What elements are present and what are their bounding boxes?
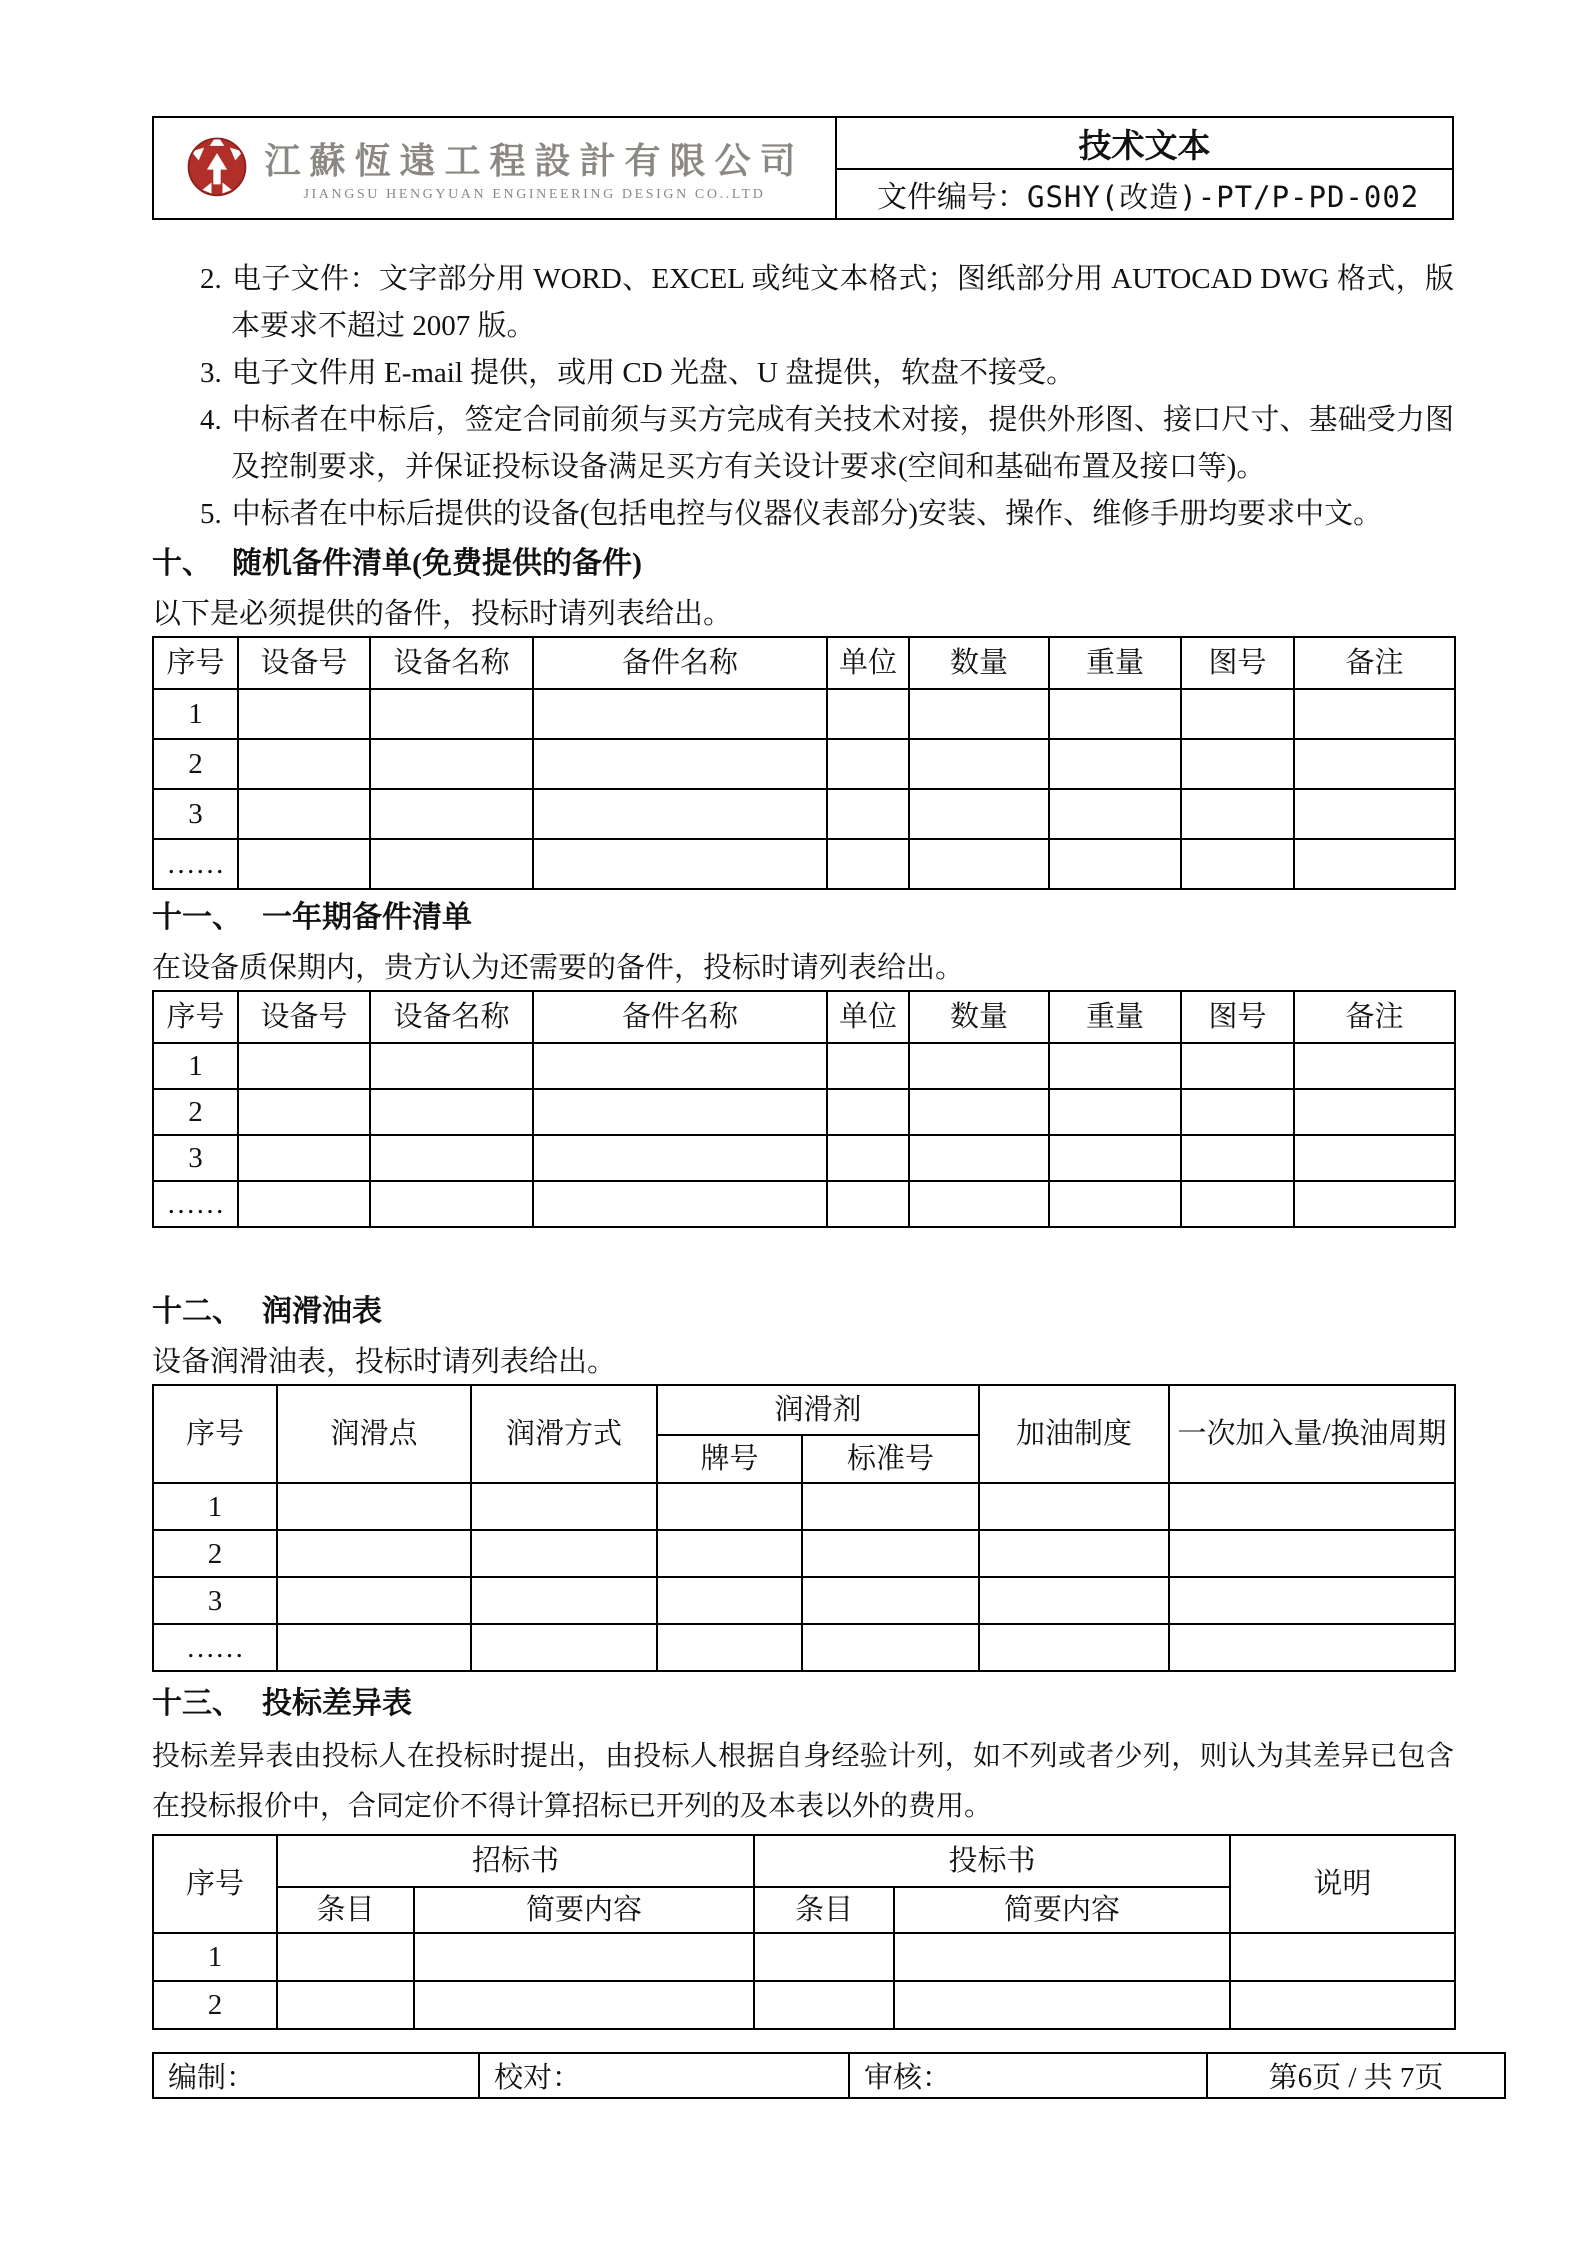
row-label: 2: [153, 739, 238, 789]
empty-cell: [1294, 739, 1455, 789]
empty-cell: [238, 1043, 370, 1089]
col-header: 序号: [153, 1385, 277, 1483]
empty-cell: [1294, 1043, 1455, 1089]
empty-cell: [370, 1089, 533, 1135]
empty-cell: [1049, 1043, 1181, 1089]
company-logo-icon: [184, 133, 250, 204]
table-row: [153, 789, 1455, 839]
table-row: [153, 1483, 1455, 1530]
empty-cell: [277, 1933, 414, 1981]
col-header: 数量: [909, 991, 1049, 1043]
row-label: 1: [153, 1043, 238, 1089]
col-header: 润滑点: [277, 1385, 471, 1483]
note-item-4: [152, 397, 1454, 491]
empty-cell: [370, 1135, 533, 1181]
free-spare-parts-table: [152, 636, 1456, 890]
doc-type-title: 技术文本: [836, 117, 1453, 169]
col-header: 备注: [1294, 637, 1455, 689]
row-label: 3: [153, 1577, 277, 1624]
table-row: [153, 1181, 1455, 1227]
empty-cell: [657, 1624, 802, 1671]
table-row: [153, 689, 1455, 739]
col-subheader: 简要内容: [894, 1887, 1230, 1933]
section-title: 润滑油表: [262, 1295, 382, 1328]
empty-cell: [827, 1181, 909, 1227]
empty-cell: [1049, 839, 1181, 889]
section-number: 十二、: [152, 1295, 242, 1328]
empty-cell: [277, 1483, 471, 1530]
note-item-5: [152, 491, 1454, 538]
col-header: 序号: [153, 991, 238, 1043]
empty-cell: [1181, 789, 1294, 839]
empty-cell: [657, 1530, 802, 1577]
empty-cell: [277, 1577, 471, 1624]
footer-proofread-by: 校对：: [479, 2053, 849, 2098]
col-header: 序号: [153, 1835, 277, 1933]
note-text: 中标者在中标后提供的设备(包括电控与仪器仪表部分)安装、操作、维修手册均要求中文。: [231, 498, 1383, 530]
section-title: 随机备件清单(免费提供的备件): [232, 547, 642, 580]
row-label: ……: [153, 1624, 277, 1671]
company-logo-cell: [153, 117, 836, 219]
empty-cell: [1181, 1135, 1294, 1181]
col-header-group: 投标书: [754, 1835, 1230, 1887]
empty-cell: [1049, 1089, 1181, 1135]
empty-cell: [1181, 689, 1294, 739]
table-row: [153, 1624, 1455, 1671]
empty-cell: [1181, 1043, 1294, 1089]
note-number: 5.: [200, 498, 222, 530]
empty-cell: [533, 1043, 827, 1089]
doc-number-value: GSHY(改造)-PT/P-PD-002: [1027, 180, 1420, 214]
empty-cell: [238, 689, 370, 739]
empty-cell: [1049, 1135, 1181, 1181]
empty-cell: [979, 1530, 1169, 1577]
empty-cell: [1294, 689, 1455, 739]
empty-cell: [533, 789, 827, 839]
col-header: 说明: [1230, 1835, 1455, 1933]
company-name-en: JIANGSU HENGYUAN ENGINEERING DESIGN CO..LTD: [303, 187, 766, 202]
empty-cell: [1181, 739, 1294, 789]
empty-cell: [909, 839, 1049, 889]
section-heading-13: [152, 1684, 1454, 1724]
empty-cell: [370, 1043, 533, 1089]
empty-cell: [1169, 1624, 1455, 1671]
empty-cell: [827, 789, 909, 839]
empty-cell: [238, 1089, 370, 1135]
page-footer: [152, 2052, 1506, 2099]
empty-cell: [1294, 1089, 1455, 1135]
empty-cell: [827, 689, 909, 739]
col-header: 图号: [1181, 991, 1294, 1043]
note-item-2: [152, 256, 1454, 350]
section-intro-11: 在设备质保期内，贵方认为还需要的备件，投标时请列表给出。: [152, 952, 965, 984]
empty-cell: [979, 1577, 1169, 1624]
row-label: 3: [153, 789, 238, 839]
col-header: 单位: [827, 637, 909, 689]
footer-reviewed-by: 审核：: [849, 2053, 1207, 2098]
empty-cell: [370, 739, 533, 789]
empty-cell: [238, 1135, 370, 1181]
col-header: 单位: [827, 991, 909, 1043]
col-header: 图号: [1181, 637, 1294, 689]
table-row: [153, 1933, 1455, 1981]
empty-cell: [533, 1135, 827, 1181]
col-header: 重量: [1049, 637, 1181, 689]
empty-cell: [827, 1089, 909, 1135]
empty-cell: [894, 1933, 1230, 1981]
empty-cell: [370, 689, 533, 739]
row-label: 1: [153, 689, 238, 739]
empty-cell: [827, 739, 909, 789]
col-header: 润滑方式: [471, 1385, 657, 1483]
empty-cell: [1049, 789, 1181, 839]
row-label: 2: [153, 1530, 277, 1577]
empty-cell: [414, 1933, 754, 1981]
section-number: 十三、: [152, 1687, 242, 1720]
empty-cell: [471, 1577, 657, 1624]
empty-cell: [370, 1181, 533, 1227]
empty-cell: [1169, 1483, 1455, 1530]
col-subheader: 条目: [277, 1887, 414, 1933]
col-header-group: 润滑剂: [657, 1385, 979, 1435]
empty-cell: [909, 789, 1049, 839]
row-label: 1: [153, 1933, 277, 1981]
lubricant-table: [152, 1384, 1456, 1672]
footer-page-indicator: 第6页 / 共 7页: [1207, 2053, 1505, 2098]
section-title: 一年期备件清单: [262, 901, 472, 934]
section-intro-13: 投标差异表由投标人在投标时提出，由投标人根据自身经验计列，如不列或者少列，则认为其差异已包含在投标报价中，合同定价不得计算招标已开列的及本表以外的费用。: [152, 1741, 1454, 1822]
empty-cell: [238, 789, 370, 839]
doc-number-label: 文件编号：: [877, 181, 1027, 214]
empty-cell: [533, 839, 827, 889]
note-number: 3.: [200, 357, 222, 389]
empty-cell: [827, 839, 909, 889]
empty-cell: [414, 1981, 754, 2029]
empty-cell: [827, 1043, 909, 1089]
col-header: 设备名称: [370, 637, 533, 689]
empty-cell: [657, 1483, 802, 1530]
empty-cell: [909, 1043, 1049, 1089]
empty-cell: [909, 689, 1049, 739]
empty-cell: [802, 1483, 979, 1530]
one-year-spare-parts-table: [152, 990, 1456, 1228]
col-subheader: 牌号: [657, 1435, 802, 1483]
bid-difference-table: [152, 1834, 1456, 2030]
empty-cell: [238, 1181, 370, 1227]
note-item-3: [152, 350, 1454, 397]
table-row: [153, 1577, 1455, 1624]
section-heading-12: [152, 1292, 1454, 1332]
empty-cell: [802, 1577, 979, 1624]
empty-cell: [979, 1624, 1169, 1671]
section-heading-10: [152, 544, 1454, 584]
row-label: 2: [153, 1981, 277, 2029]
empty-cell: [909, 1135, 1049, 1181]
table-row: [153, 1981, 1455, 2029]
table-row: [153, 1043, 1455, 1089]
empty-cell: [657, 1577, 802, 1624]
table-row: [153, 839, 1455, 889]
note-text: 电子文件：文字部分用 WORD、EXCEL 或纯文本格式；图纸部分用 AUTOCAD DWG 格式，版本要求不超过 2007 版。: [231, 263, 1454, 342]
empty-cell: [1181, 839, 1294, 889]
empty-cell: [909, 1181, 1049, 1227]
empty-cell: [1181, 1089, 1294, 1135]
empty-cell: [1294, 789, 1455, 839]
table-row: [153, 739, 1455, 789]
empty-cell: [827, 1135, 909, 1181]
section-number: 十一、: [152, 901, 242, 934]
empty-cell: [1049, 1181, 1181, 1227]
empty-cell: [894, 1981, 1230, 2029]
empty-cell: [277, 1624, 471, 1671]
empty-cell: [277, 1981, 414, 2029]
company-name-cn: 江蘇恆遠工程設計有限公司: [264, 141, 805, 181]
col-header: 数量: [909, 637, 1049, 689]
document-page: [152, 0, 1454, 2099]
col-subheader: 条目: [754, 1887, 894, 1933]
empty-cell: [370, 839, 533, 889]
empty-cell: [471, 1483, 657, 1530]
empty-cell: [909, 1089, 1049, 1135]
col-header: 序号: [153, 637, 238, 689]
footer-compiled-by: 编制：: [153, 2053, 479, 2098]
col-header: 加油制度: [979, 1385, 1169, 1483]
table-row: [153, 1135, 1455, 1181]
col-header-group: 招标书: [277, 1835, 754, 1887]
note-number: 4.: [200, 404, 222, 436]
empty-cell: [802, 1624, 979, 1671]
empty-cell: [1169, 1530, 1455, 1577]
doc-number: [836, 169, 1453, 219]
col-header: 设备号: [238, 991, 370, 1043]
col-header: 设备号: [238, 637, 370, 689]
col-header: 设备名称: [370, 991, 533, 1043]
col-header: 备件名称: [533, 991, 827, 1043]
empty-cell: [471, 1624, 657, 1671]
note-text: 电子文件用 E-mail 提供，或用 CD 光盘、U 盘提供，软盘不接受。: [231, 357, 1076, 389]
empty-cell: [979, 1483, 1169, 1530]
row-label: 1: [153, 1483, 277, 1530]
notes-list: [152, 256, 1454, 538]
empty-cell: [238, 739, 370, 789]
empty-cell: [370, 789, 533, 839]
col-header: 备件名称: [533, 637, 827, 689]
empty-cell: [238, 839, 370, 889]
empty-cell: [1181, 1181, 1294, 1227]
empty-cell: [754, 1933, 894, 1981]
empty-cell: [1169, 1577, 1455, 1624]
section-title: 投标差异表: [262, 1687, 412, 1720]
row-label: ……: [153, 839, 238, 889]
empty-cell: [1230, 1933, 1455, 1981]
section-intro-10: 以下是必须提供的备件，投标时请列表给出。: [152, 598, 733, 630]
row-label: ……: [153, 1181, 238, 1227]
col-header: 重量: [1049, 991, 1181, 1043]
col-subheader: 标准号: [802, 1435, 979, 1483]
empty-cell: [533, 1181, 827, 1227]
col-header: 一次加入量/换油周期: [1169, 1385, 1455, 1483]
note-number: 2.: [200, 263, 222, 295]
row-label: 3: [153, 1135, 238, 1181]
empty-cell: [533, 1089, 827, 1135]
col-subheader: 简要内容: [414, 1887, 754, 1933]
note-text: 中标者在中标后，签定合同前须与买方完成有关技术对接，提供外形图、接口尺寸、基础受力图及控制要求，并保证投标设备满足买方有关设计要求(空间和基础布置及接口等)。: [231, 404, 1454, 483]
empty-cell: [909, 739, 1049, 789]
empty-cell: [533, 689, 827, 739]
table-row: [153, 1089, 1455, 1135]
table-row: [153, 1530, 1455, 1577]
section-intro-12: 设备润滑油表，投标时请列表给出。: [152, 1346, 617, 1378]
row-label: 2: [153, 1089, 238, 1135]
section-heading-11: [152, 898, 1454, 938]
empty-cell: [1049, 739, 1181, 789]
empty-cell: [471, 1530, 657, 1577]
section-number: 十、: [152, 547, 212, 580]
empty-cell: [533, 739, 827, 789]
empty-cell: [277, 1530, 471, 1577]
document-header: [152, 116, 1454, 220]
empty-cell: [1294, 839, 1455, 889]
empty-cell: [1294, 1135, 1455, 1181]
empty-cell: [754, 1981, 894, 2029]
empty-cell: [1294, 1181, 1455, 1227]
empty-cell: [1230, 1981, 1455, 2029]
empty-cell: [1049, 689, 1181, 739]
col-header: 备注: [1294, 991, 1455, 1043]
empty-cell: [802, 1530, 979, 1577]
